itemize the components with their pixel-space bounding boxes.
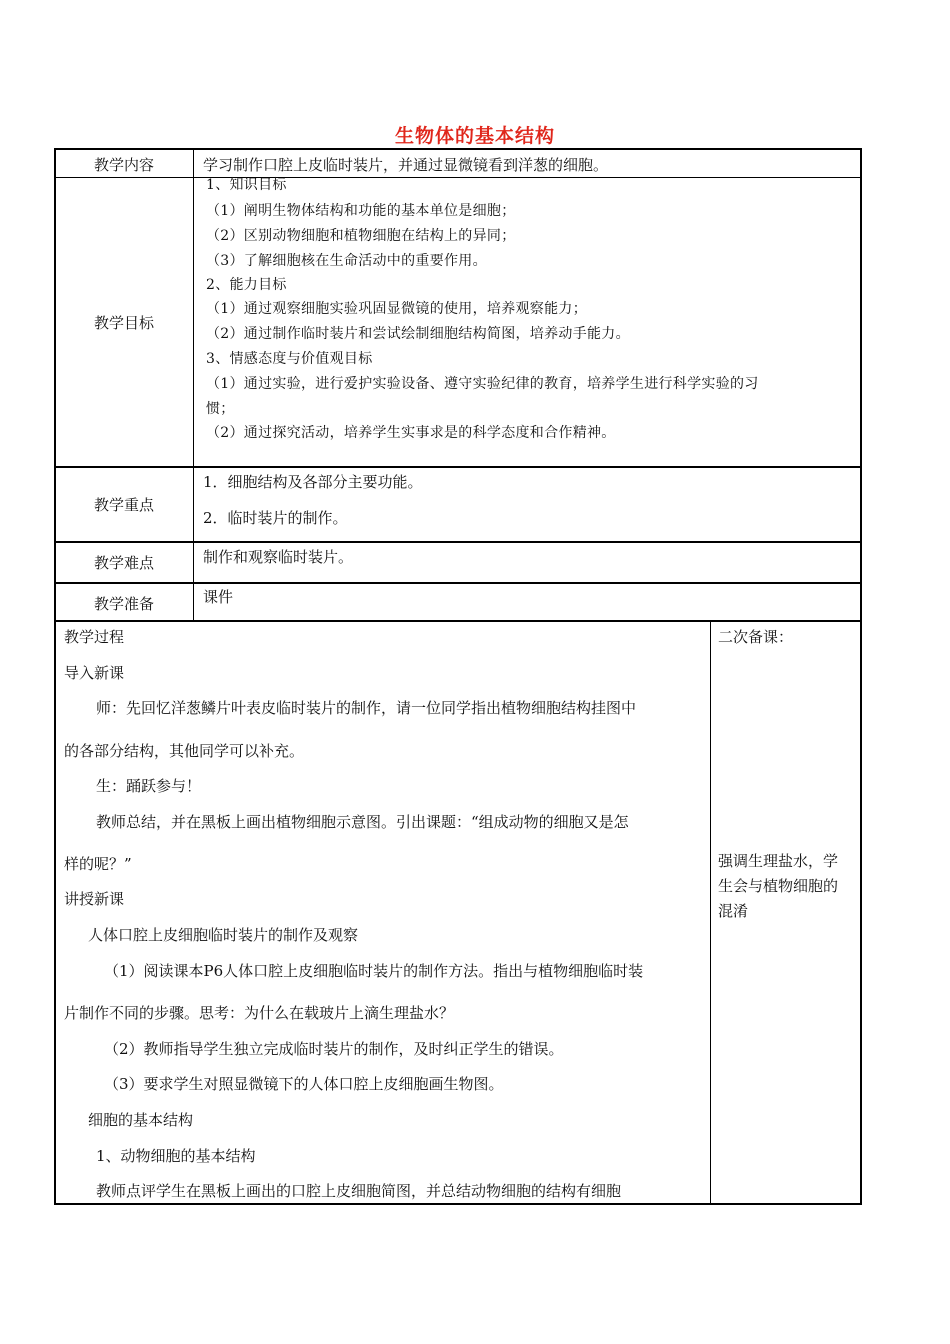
process-line: 讲授新课 <box>64 890 125 908</box>
label-preparation: 教学准备 <box>93 595 154 613</box>
objective-line: 1、知识目标 <box>206 177 287 193</box>
process-line: 细胞的基本结构 <box>88 1111 194 1129</box>
process-line: 1、动物细胞的基本结构 <box>96 1147 256 1165</box>
objective-line: （2）通过探究活动，培养学生实事求是的科学态度和合作精神。 <box>206 425 616 441</box>
side-note-line: 生会与植物细胞的 <box>718 877 839 895</box>
objective-line: （2）区别动物细胞和植物细胞在结构上的异同； <box>206 228 516 244</box>
objective-line: （3）了解细胞核在生命活动中的重要作用。 <box>206 253 487 269</box>
objective-line: （1）阐明生物体结构和功能的基本单位是细胞； <box>206 203 516 219</box>
objective-line: 惯； <box>206 401 235 417</box>
side-note-line: 混淆 <box>718 902 749 920</box>
label-objectives: 教学目标 <box>93 314 154 332</box>
label-content: 教学内容 <box>93 156 154 174</box>
content-text: 学习制作口腔上皮临时装片，并通过显微镜看到洋葱的细胞。 <box>203 156 609 174</box>
process-line: 的各部分结构，其他同学可以补充。 <box>64 742 305 760</box>
side-title: 二次备课： <box>718 628 794 646</box>
page-title: 生物体的基本结构 <box>394 125 555 147</box>
label-key-points: 教学重点 <box>93 496 154 514</box>
objective-line: （1）通过观察细胞实验巩固显微镜的使用，培养观察能力； <box>206 301 588 317</box>
process-line: 教师总结，并在黑板上画出植物细胞示意图。引出课题：“组成动物的细胞又是怎 <box>96 813 629 831</box>
label-difficulties: 教学难点 <box>93 554 154 572</box>
process-line: （1）阅读课本P6人体口腔上皮细胞临时装片的制作方法。指出与植物细胞临时装 <box>104 962 644 980</box>
process-line: 样的呢？” <box>64 855 132 873</box>
objective-line: 2、能力目标 <box>206 277 287 293</box>
preparation-text: 课件 <box>203 588 234 606</box>
key-point-line: 1．细胞结构及各部分主要功能。 <box>203 473 423 491</box>
process-line: 生：踊跃参与！ <box>96 777 202 795</box>
process-line: （2）教师指导学生独立完成临时装片的制作，及时纠正学生的错误。 <box>104 1040 564 1058</box>
side-note-line: 强调生理盐水，学 <box>718 852 839 870</box>
key-point-line: 2．临时装片的制作。 <box>203 509 348 527</box>
process-line: （3）要求学生对照显微镜下的人体口腔上皮细胞画生物图。 <box>104 1075 504 1093</box>
process-line: 人体口腔上皮细胞临时装片的制作及观察 <box>88 926 359 944</box>
process-heading: 教学过程 <box>64 628 125 646</box>
process-line: 师：先回忆洋葱鳞片叶表皮临时装片的制作，请一位同学指出植物细胞结构挂图中 <box>96 699 637 717</box>
process-line: 教师点评学生在黑板上画出的口腔上皮细胞简图，并总结动物细胞的结构有细胞 <box>96 1182 622 1200</box>
difficulties-text: 制作和观察临时装片。 <box>203 548 354 566</box>
process-line: 导入新课 <box>64 664 125 682</box>
process-line: 片制作不同的步骤。思考：为什么在载玻片上滴生理盐水？ <box>64 1004 455 1022</box>
objective-line: （2）通过制作临时装片和尝试绘制细胞结构简图，培养动手能力。 <box>206 326 630 342</box>
objective-line: 3、情感态度与价值观目标 <box>206 351 373 367</box>
objective-line: （1）通过实验，进行爱护实验设备、遵守实验纪律的教育，培养学生进行科学实验的习 <box>206 376 759 392</box>
